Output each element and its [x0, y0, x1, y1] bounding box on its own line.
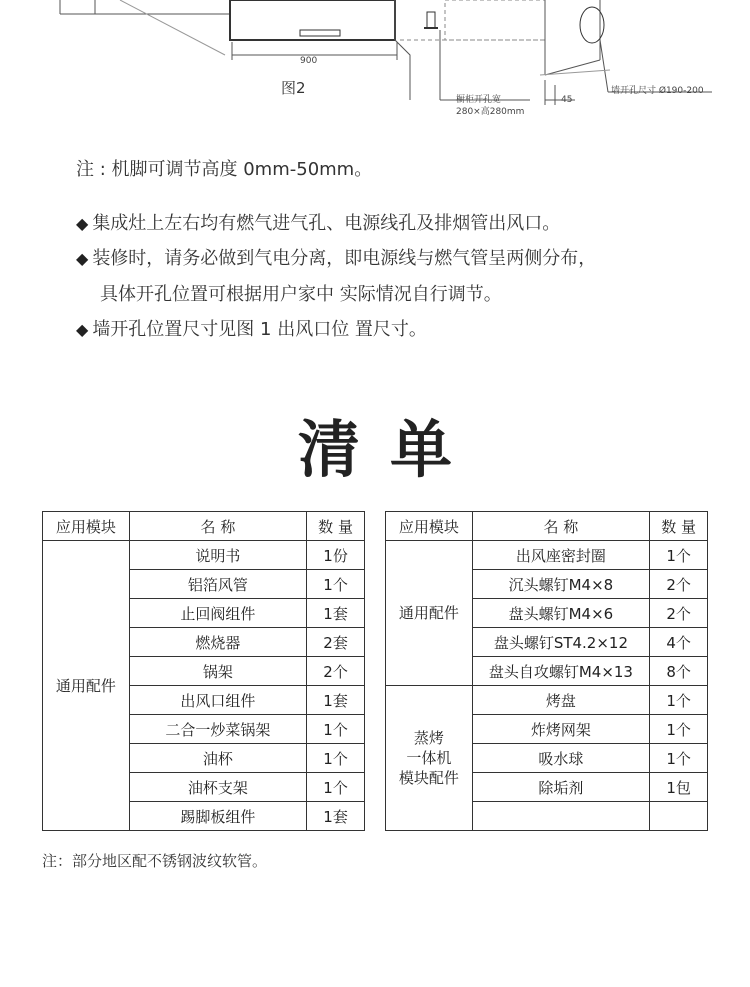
wall-hole-label: 墙开孔尺寸 Ø190-200 — [611, 86, 704, 96]
dimension-width: 900 — [300, 56, 318, 66]
item-name: 油杯支架 — [129, 773, 306, 802]
item-qty: 1套 — [307, 802, 365, 831]
bullet-item — [76, 244, 596, 270]
item-name: 盘头螺钉M4×6 — [472, 599, 650, 628]
header-module: 应用模块 — [43, 512, 130, 541]
header-name: 名 称 — [472, 512, 650, 541]
item-name: 出风座密封圈 — [472, 541, 650, 570]
empty-cell — [650, 802, 708, 831]
item-qty: 1个 — [307, 773, 365, 802]
item-qty: 8个 — [650, 657, 708, 686]
item-name: 燃烧器 — [129, 628, 306, 657]
dimension-offset: 45 — [561, 95, 573, 105]
table-header-row — [386, 512, 708, 541]
item-qty: 4个 — [650, 628, 708, 657]
item-qty: 1个 — [307, 715, 365, 744]
item-name: 说明书 — [129, 541, 306, 570]
section-title: 清单 — [297, 413, 482, 486]
module-line: 一体机 — [406, 749, 452, 767]
item-name: 锅架 — [129, 657, 306, 686]
cabinet-hole-label-1: 橱柜开孔宽 — [456, 95, 502, 105]
hose-note: 注：部分地区配不锈钢波纹软管。 — [42, 852, 268, 870]
module-cell: 通用配件 — [386, 541, 473, 686]
item-qty: 1个 — [650, 686, 708, 715]
installation-diagram — [0, 0, 750, 120]
item-name: 沉头螺钉M4×8 — [472, 570, 650, 599]
item-qty: 1个 — [307, 570, 365, 599]
item-qty: 1套 — [307, 686, 365, 715]
module-line: 模块配件 — [398, 769, 459, 787]
parts-list-table-left — [42, 511, 365, 831]
item-qty: 1个 — [650, 744, 708, 773]
item-name: 吸水球 — [472, 744, 650, 773]
item-qty: 1个 — [650, 715, 708, 744]
table-row — [386, 541, 708, 570]
item-name: 烤盘 — [472, 686, 650, 715]
table-row — [43, 541, 365, 570]
item-name: 踢脚板组件 — [129, 802, 306, 831]
bullet-text: 墙开孔位置尺寸见图 1 出风口位 置尺寸。 — [92, 319, 427, 340]
parts-list-table-right — [385, 511, 708, 831]
item-qty: 1份 — [307, 541, 365, 570]
item-qty: 1套 — [307, 599, 365, 628]
module-cell: 通用配件 — [43, 541, 130, 831]
height-note: 注 : 机脚可调节高度 0mm-50mm。 — [76, 159, 373, 180]
cabinet-hole-label-2: 280×高280mm — [456, 107, 525, 117]
bullet-item — [76, 315, 427, 341]
header-name: 名 称 — [129, 512, 306, 541]
diamond-bullet-icon: ◆ — [76, 249, 89, 268]
diamond-bullet-icon: ◆ — [76, 214, 89, 233]
bullet-text: 装修时，请务必做到气电分离，即电源线与燃气管呈两侧分布， — [92, 248, 597, 269]
item-name: 油杯 — [129, 744, 306, 773]
item-qty: 1个 — [307, 744, 365, 773]
item-name: 炸烤网架 — [472, 715, 650, 744]
module-cell — [386, 686, 473, 831]
item-name: 盘头自攻螺钉M4×13 — [472, 657, 650, 686]
item-qty: 1个 — [650, 541, 708, 570]
bullet-text: 集成灶上左右均有燃气进气孔、电源线孔及排烟管出风口。 — [92, 213, 561, 234]
item-qty: 1包 — [650, 773, 708, 802]
item-name: 盘头螺钉ST4.2×12 — [472, 628, 650, 657]
item-qty: 2个 — [650, 570, 708, 599]
table-header-row — [43, 512, 365, 541]
module-line: 蒸烤 — [413, 729, 444, 747]
header-qty: 数 量 — [650, 512, 708, 541]
diamond-bullet-icon: ◆ — [76, 320, 89, 339]
header-qty: 数 量 — [307, 512, 365, 541]
bullet-item — [76, 209, 560, 235]
item-name: 二合一炒菜锅架 — [129, 715, 306, 744]
table-row — [386, 686, 708, 715]
item-name: 铝箔风管 — [129, 570, 306, 599]
header-module: 应用模块 — [386, 512, 473, 541]
bullet-continuation: 具体开孔位置可根据用户家中 实际情况自行调节。 — [100, 284, 502, 305]
item-name: 除垢剂 — [472, 773, 650, 802]
item-name: 出风口组件 — [129, 686, 306, 715]
item-qty: 2个 — [307, 657, 365, 686]
item-qty: 2套 — [307, 628, 365, 657]
item-qty: 2个 — [650, 599, 708, 628]
empty-cell — [472, 802, 650, 831]
figure-label: 图2 — [281, 79, 306, 97]
item-name: 止回阀组件 — [129, 599, 306, 628]
